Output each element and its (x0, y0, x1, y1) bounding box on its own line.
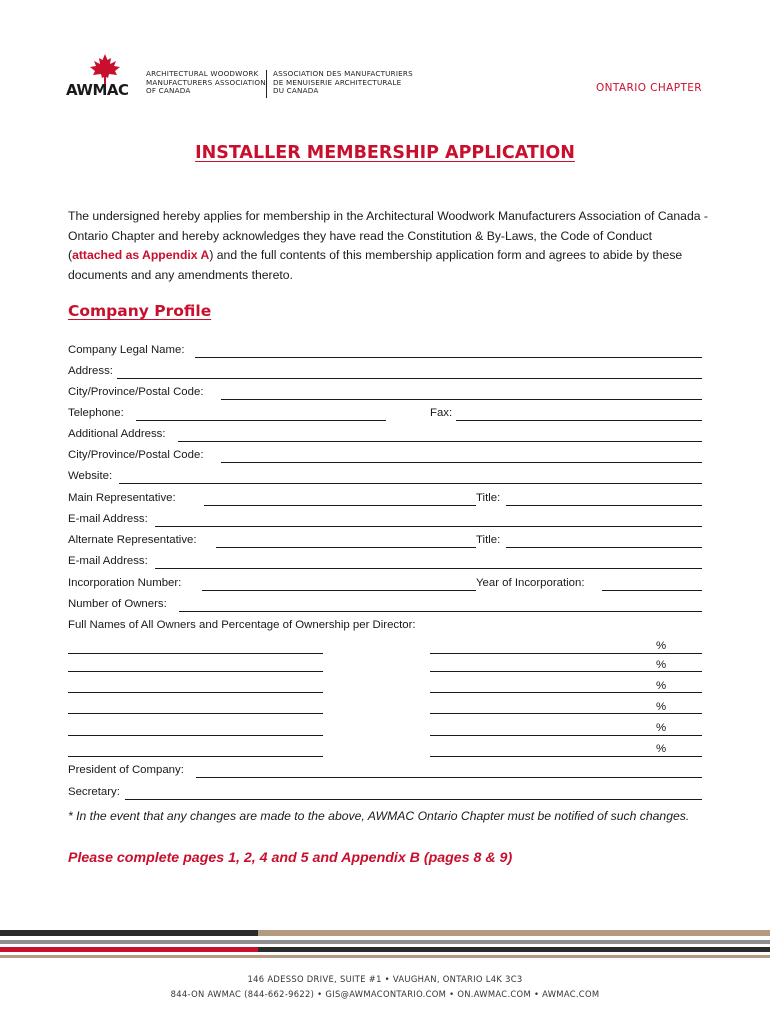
org-name-french: ASSOCIATION DES MANUFACTURIERS DE MENUISERIE ARCHITECTURALE DU CANADA (273, 69, 413, 95)
alternate-representative-field[interactable]: Alternate Representative: (68, 533, 476, 548)
footer-contact-line: 844-ON AWMAC (844-662-9622) • GIS@AWMACONTARIO.COM • ON.AWMAC.COM • AWMAC.COM (170, 989, 600, 999)
page-title: INSTALLER MEMBERSHIP APPLICATION (195, 143, 575, 163)
owner-name-line-3[interactable] (68, 692, 323, 693)
year-of-incorporation-field[interactable]: Year of Incorporation: (476, 576, 702, 591)
company-legal-name-field[interactable]: Company Legal Name: (68, 343, 702, 358)
intro-paragraph: The undersigned hereby applies for membership in the Architectural Woodwork Manufacturers Association of Canada - Ontario Chapter and hereby acknowledges they have read the Constitution & By-Laws, the Code of Conduct (attached as Appendix A) and the full contents of this membership application form and agrees to abide by these documents and any amendments thereto. (68, 209, 708, 282)
additional-address-field[interactable]: Additional Address: (68, 427, 702, 442)
owner-name-line-1[interactable] (68, 653, 323, 654)
footer-address: 146 ADESSO DRIVE, SUITE #1 • VAUGHAN, ONTARIO L4K 3C3 (247, 974, 523, 984)
org-name-english: ARCHITECTURAL WOODWORK MANUFACTURERS ASSOCIATION OF CANADA (146, 69, 266, 95)
awmac-logo (66, 54, 146, 100)
owners-heading: Full Names of All Owners and Percentage of Ownership per Director: (68, 619, 416, 631)
owner-name-line-5[interactable] (68, 735, 323, 736)
fax-field[interactable]: Fax: (430, 406, 702, 421)
main-representative-field[interactable]: Main Representative: (68, 491, 476, 506)
city-province-postal-field-2[interactable]: City/Province/Postal Code: (68, 448, 702, 463)
city-province-postal-field-1[interactable]: City/Province/Postal Code: (68, 385, 702, 400)
footer-contact (0, 972, 770, 1002)
secretary-field[interactable]: Secretary: (68, 785, 702, 800)
percent-sign: % (656, 722, 667, 734)
address-field[interactable]: Address: (68, 364, 702, 379)
incorporation-number-field[interactable]: Incorporation Number: (68, 576, 476, 591)
owner-name-line-4[interactable] (68, 713, 323, 714)
owner-name-line-6[interactable] (68, 756, 323, 757)
title-field-2[interactable]: Title: (476, 533, 702, 548)
chapter-name: ONTARIO CHAPTER (596, 82, 702, 94)
website-field[interactable]: Website: (68, 469, 702, 484)
telephone-field[interactable]: Telephone: (68, 406, 386, 421)
percent-sign: % (656, 680, 667, 692)
email-field-1[interactable]: E-mail Address: (68, 512, 702, 527)
percent-sign: % (656, 640, 667, 652)
header-divider (266, 70, 267, 98)
section-title-company-profile: Company Profile (68, 302, 212, 320)
percent-sign: % (656, 659, 667, 671)
completion-instruction: Please complete pages 1, 2, 4 and 5 and Appendix B (pages 8 & 9) (68, 850, 513, 866)
title-field-1[interactable]: Title: (476, 491, 702, 506)
email-field-2[interactable]: E-mail Address: (68, 554, 702, 569)
maple-leaf-icon (90, 54, 120, 84)
logo-wordmark: AWMAC (66, 81, 129, 99)
appendix-a-highlight: attached as Appendix A (72, 248, 210, 262)
percent-sign: % (656, 701, 667, 713)
change-notice: * In the event that any changes are made to the above, AWMAC Ontario Chapter must be notified of such changes. (68, 809, 690, 823)
number-of-owners-field[interactable]: Number of Owners: (68, 597, 702, 612)
owner-name-line-2[interactable] (68, 671, 323, 672)
percent-sign: % (656, 743, 667, 755)
president-field[interactable]: President of Company: (68, 763, 702, 778)
